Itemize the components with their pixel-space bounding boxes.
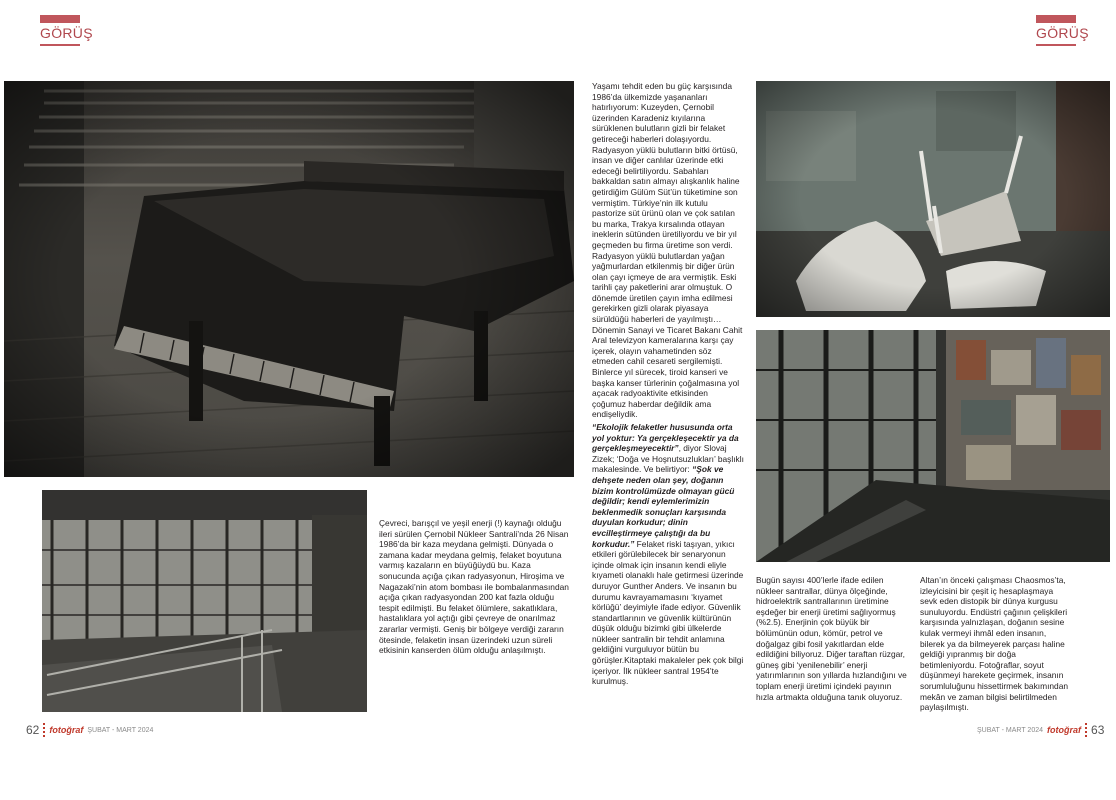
article-column-right-1	[756, 575, 908, 702]
magazine-brand: fotoğraf	[49, 725, 84, 735]
paragraph-chaosmos: Altan’ın önceki çalışması Chaosmos’ta, izleyicisini bir çeşit iç hesaplaşmaya sevk eden distopik bir dünya kurgusu sunuluyordu. Endüstri çağının çelişkileri karşısında yalnızlaşan, doğanın sesine kulak vermeyi ihmâl eden insanın, bilerek ya da bilmeyerek parçası haline geldiği yıpranmış bir doğa betimleniyordu. Fotoğraflar, soyut düşünmeyi harekete geçirmek, insanın sorumluluğunu hissettirmek bakımından mekân ve zaman bilgisi belirtilmeden paylaşılmıştı.	[920, 575, 1069, 713]
zizek-quote: “Ekolojik felaketler hususunda orta yol yoktur: Ya gerçekleşecektir ya da gerçekleşmeyecektir”	[592, 422, 739, 454]
photo-abandoned-piano	[4, 81, 574, 477]
section-tag-underline	[1036, 44, 1076, 46]
paragraph-chernobyl-accident: Çevreci, barışçıl ve yeşil enerji (!) kaynağı olduğu ileri sürülen Çernobil Nükleer Santrali’nda 26 Nisan 1986’da bir kaza meydana gelmişti. Dünyada o zamana kadar meydana gelmiş, felaket boyutuna varmış kazaların en büyüğüydü bu. Kaza sonucunda açığa çıkan radyasyonun, Hiroşima ve Nagazaki’nin atom bombası ile bombalanmasından açığa çıkan radyasyondan 200 kat fazla olduğu tespit edilmişti. Bu felaket ölümlere, sakatlıklara, hastalıklara yol açtığı gibi çevreye de onarılmaz zararlar vermişti. Geniş bir bölgeye verdiği zararın ötesinde, felaketin insan üzerindeki uzun süreli etkisinin kanserden ölüm olduğu anlaşılmıştı.	[379, 518, 569, 656]
section-tag-right	[1036, 15, 1089, 46]
article-column-right-2	[920, 575, 1072, 713]
article-column-middle	[592, 81, 744, 687]
photo-ruined-mosaic-hall	[756, 330, 1110, 562]
issue-date: ŞUBAT - MART 2024	[87, 726, 154, 734]
section-tag-left	[40, 15, 93, 46]
section-tag-underline	[40, 44, 80, 46]
footer-right	[977, 722, 1104, 738]
section-label: GÖRÜŞ	[40, 25, 93, 41]
paragraph-nuclear-plants: Bugün sayısı 400’lerle ifade edilen nükleer santrallar, dünya ölçeğinde, hidroelektrik santrallarının üretimine eşdeğer bir enerji üretimi sağlıyormuş (%2.5). Enerjinin çok büyük bir bölümünün odun, kömür, petrol ve doğalgaz gibi fosil yakıtlardan elde edildiğini biliyoruz. Diğer taraftan rüzgar, güneş gibi ‘yenilenebilir’ enerji yatırımlarının son yıllarda hızlandığını ve toplam enerji üretimi içindeki payının hızla artmakta olduğuna tanık oluyoruz.	[756, 575, 907, 702]
section-tag-bar	[1036, 15, 1076, 23]
issue-date: ŞUBAT - MART 2024	[977, 726, 1044, 734]
photo-abandoned-pool-hall	[42, 490, 367, 712]
paragraph-1986-memories: Yaşamı tehdit eden bu güç karşısında 1986’da ülkemizde yaşananları hatırlıyorum: Kuzeyden, Çernobil üzerinden Karadeniz kıyılarına sürüklenen bulutların gizli bir felaket getireceği haberleri dolaşıyordu. Radyasyon yüklü bulutların bitki örtüsü, insan ve diğer canlılar üzerinde etki edeceği belirtiliyordu. Sabahları bakkaldan satın almayı alışkanlık haline getirdiğim Gülüm Süt’ün tüketimine son vermiştim. Türkiye’nin ilk kutulu pastorize süt ürünü olan ve çok satılan bu marka, Trakya kırsalında otlayan ineklerin sütünden üretiliyordu ve bir yıl geçmeden bu firma üretime son verdi. Radyasyon yüklü bulutlardan yağan yağmurlardan etkilenmiş bir diğer ürün olan çayı içmeye de ara vermiştik. Eski tarihli çay paketlerini arar olmuştuk. O dönemde üretilen çayın imha edilmesi gerekirken gizli olarak piyasaya sürüldüğü haberleri de yayılmıştı… Dönemin Sanayi ve Ticaret Bakanı Cahit Aral televizyon kameralarına karşı çay içerek, olayın vahametinden söz etmeden cahil cesareti sergilemişti. Binlerce yıl sürecek, tiroid kanseri ve başka kanser türlerinin çoğalmasına yol açacak radyoaktivite etkisinden çoğumuz haberdar değildik ama endişeliydik.	[592, 81, 743, 420]
zizek-attribution: , diyor Slovaj Zizek; ‘Doğa ve Hoşnutsuzlukları’ başlıklı makalesinde. Ve belirtiyor:	[592, 443, 744, 475]
photo-collapsed-chair	[756, 81, 1110, 317]
footer-left	[26, 722, 153, 738]
page-number-right: 63	[1091, 723, 1105, 737]
page-number-left: 62	[26, 723, 40, 737]
footer-divider	[1085, 723, 1087, 737]
article-column-left	[379, 518, 571, 656]
section-label: GÖRÜŞ	[1036, 25, 1089, 41]
magazine-brand: fotoğraf	[1047, 725, 1082, 735]
anders-paragraph: Felaket riski taşıyan, yıkıcı etkileri görülebilecek bir senaryonun içinde olmak için insanın kendi eliyle kıyameti olanaklı hale getirmesi üzerinde duruyor Gunther Anders. Ve insanın bu durumu kavrayamamasını ‘kıyamet körlüğü’ deyimiyle ifade ediyor. Güvenlik standartlarının ve güvenlik kültürünün düşük olduğu bizimki gibi ülkelerde nükleer santralin bir tehdit anlamına geldiğini vurguluyor bütün bu görüşler.Kitaptaki makaleler pek çok bilgi içeriyor. İlk nükleer santral 1954’te kurulmuş.	[592, 538, 744, 687]
zizek-quote-2: “Şok ve dehşete neden olan şey, doğanın bizim kontrolümüzde olmayan gücü değildir; kendi eylemlerimizin beklenmedik sonuçları karşısında duyulan korkudur; dinin evcilleştirmeye çalıştığı da bu korkudur.”	[592, 464, 735, 549]
paragraph-zizek	[592, 422, 744, 687]
footer-divider	[43, 723, 45, 737]
section-tag-bar	[40, 15, 80, 23]
